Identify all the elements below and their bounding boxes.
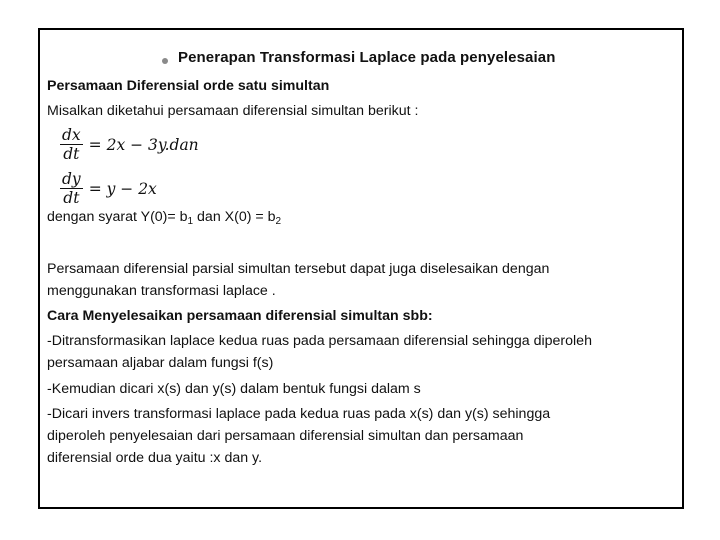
bullet-icon — [162, 58, 168, 64]
condition-middle: dan X(0) = b — [193, 209, 276, 225]
equation-2 — [60, 170, 157, 207]
equation-rhs: = 2x − 3y.dan — [88, 135, 199, 154]
slide-frame — [38, 28, 684, 509]
paragraph-line-1: Persamaan diferensial parsial simultan tersebut dapat juga diselesaikan dengan — [47, 261, 550, 277]
fraction-numerator: dy — [62, 170, 81, 188]
section-heading: Persamaan Diferensial orde satu simultan — [47, 78, 330, 94]
method-heading: Cara Menyelesaikan persamaan diferensial simultan sbb: — [47, 308, 433, 324]
condition-prefix: dengan syarat Y(0)= b — [47, 209, 188, 225]
subscript-1: 1 — [187, 216, 194, 227]
equation-rhs: = y − 2x — [88, 179, 157, 198]
condition-text — [47, 206, 281, 233]
fraction-numerator: dx — [62, 126, 81, 144]
step-line: -Kemudian dicari x(s) dan y(s) dalam bentuk fungsi dalam s — [47, 381, 421, 397]
step-line: diferensial orde dua yaitu :x dan y. — [47, 450, 263, 466]
fraction-dy-dt — [60, 170, 83, 207]
step-line: -Dicari invers transformasi laplace pada kedua ruas pada x(s) dan y(s) sehingga — [47, 406, 551, 422]
step-line: diperoleh penyelesaian dari persamaan diferensial simultan dan persamaan — [47, 428, 524, 444]
subscript-2: 2 — [275, 216, 282, 227]
slide-title — [40, 49, 682, 66]
step-line: persamaan aljabar dalam fungsi f(s) — [47, 355, 274, 371]
intro-text: Misalkan diketahui persamaan diferensial simultan berikut : — [47, 103, 419, 119]
fraction-denominator: dt — [63, 189, 80, 207]
paragraph-line-2: menggunakan transformasi laplace . — [47, 283, 276, 299]
fraction-denominator: dt — [63, 145, 80, 163]
fraction-dx-dt — [60, 126, 83, 163]
equation-1 — [60, 126, 199, 163]
title-text: Penerapan Transformasi Laplace pada penyelesaian — [178, 49, 556, 66]
step-line: -Ditransformasikan laplace kedua ruas pada persamaan diferensial sehingga diperoleh — [47, 333, 592, 349]
